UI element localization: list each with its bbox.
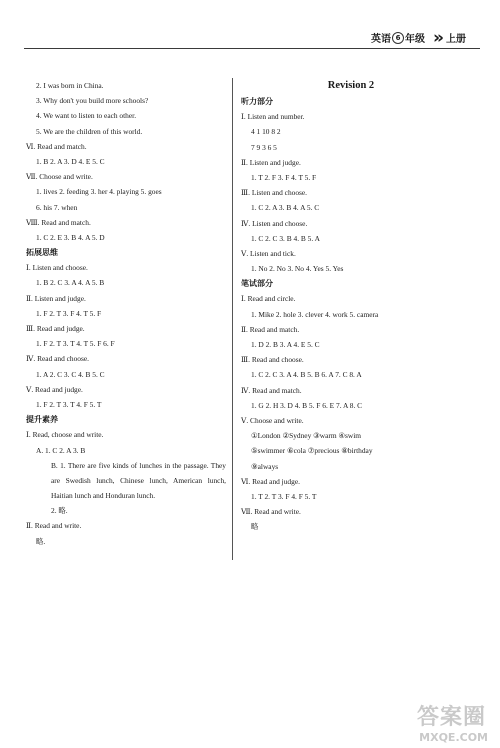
right-answer-list: [241, 94, 461, 534]
answer-column-left: [26, 78, 226, 549]
answer-line: 1. C 2. E 3. B 4. A 5. D: [36, 232, 105, 242]
answer-line: 2. I was born in China.: [36, 81, 104, 90]
watermark-url: MXQE.COM: [419, 731, 488, 744]
answer-line: 1. T 2. F 3. F 4. T 5. F: [251, 172, 317, 182]
section-heading: 笔试部分: [241, 279, 273, 289]
answer-line: A. 1. C 2. A 3. B: [36, 445, 86, 455]
question-heading: Ⅳ. Read and match.: [241, 385, 302, 395]
question-heading: Ⅲ. Read and judge.: [26, 324, 85, 333]
question-heading: Ⅴ. Choose and write.: [241, 415, 304, 425]
watermark-logo: 答案圈: [416, 705, 486, 730]
question-heading: Ⅴ. Listen and tick.: [241, 248, 296, 258]
answer-line: 略: [251, 522, 259, 532]
question-heading: Ⅲ. Listen and choose.: [241, 188, 308, 198]
answer-line: 1. C 2. C 3. A 4. B 5. B 6. A 7. C 8. A: [251, 370, 362, 380]
answer-line: ⑨always: [251, 461, 279, 471]
answer-line: 1. A 2. C 3. C 4. B 5. C: [36, 369, 105, 379]
answer-line: 4 1 10 8 2: [251, 127, 281, 137]
answer-line: 1. T 2. T 3. F 4. F 5. T: [251, 491, 317, 501]
question-heading: Ⅵ. Read and match.: [26, 141, 87, 151]
answer-line: ⑤swimmer ⑥cola ⑦precious ⑧birthday: [251, 446, 373, 456]
answer-line: 1. G 2. H 3. D 4. B 5. F 6. E 7. A 8. C: [251, 400, 363, 410]
question-heading: Ⅱ. Read and match.: [241, 324, 300, 334]
question-heading: Ⅰ. Read, choose and write.: [26, 430, 104, 440]
answer-line: 3. Why don't you build more schools?: [36, 96, 149, 106]
answer-line: 1. B 2. C 3. A 4. A 5. B: [36, 278, 105, 288]
answer-line: 1. lives 2. feeding 3. her 4. playing 5. goes: [36, 187, 162, 197]
answer-line: 1. B 2. A 3. D 4. E 5. C: [36, 156, 105, 166]
section-heading: 听力部分: [241, 97, 273, 106]
question-heading: Ⅰ. Listen and number.: [241, 112, 305, 122]
page-header: [24, 28, 480, 49]
question-heading: Ⅳ. Listen and choose.: [241, 218, 308, 228]
grade-number-badge: 6: [392, 32, 404, 44]
question-heading: Ⅳ. Read and choose.: [26, 354, 90, 364]
subject-label: 英语: [371, 34, 392, 45]
section-heading: 提升素养: [26, 415, 58, 425]
answer-line: 1. C 2. A 3. B 4. A 5. C: [251, 203, 320, 213]
answer-line: 1. No 2. No 3. No 4. Yes 5. Yes: [251, 264, 344, 274]
answer-line: ①London ②Sydney ③warm ④swim: [251, 431, 362, 441]
question-heading: Ⅷ. Read and match.: [26, 217, 91, 227]
answer-line: 7 9 3 6 5: [251, 142, 277, 152]
question-heading: Ⅰ. Listen and choose.: [26, 263, 88, 273]
question-heading: Ⅶ. Choose and write.: [26, 172, 93, 182]
question-heading: Ⅱ. Listen and judge.: [241, 157, 301, 167]
answer-line: 2. 略.: [51, 506, 68, 516]
question-heading: Ⅶ. Read and write.: [241, 507, 301, 517]
question-heading: Ⅱ. Listen and judge.: [26, 293, 86, 303]
section-heading: 拓展思维: [26, 248, 58, 258]
column-divider: [232, 78, 233, 560]
answer-line: 1. C 2. C 3. B 4. B 5. A: [251, 233, 320, 243]
grade-label: 年级: [405, 34, 426, 45]
answer-line: 4. We want to listen to each other.: [36, 111, 137, 121]
answer-line: 1. Mike 2. hole 3. clever 4. work 5. camera: [251, 309, 379, 319]
section-title: Revision 2: [327, 80, 375, 91]
passage-answer: B. 1. There are five kinds of lunches in the passage. They are Swedish lunch, Chinese lunch, American lunch, Haitian lunch and Honduran lunch.: [51, 460, 226, 501]
answer-line: 略.: [36, 536, 46, 546]
volume-label: 上册: [446, 34, 466, 45]
left-answer-tail: [26, 503, 226, 549]
answer-column-right: [241, 78, 461, 534]
answer-line: 6. his 7. when: [36, 202, 78, 212]
answer-line: 1. F 2. T 3. T 4. T 5. F 6. F: [36, 339, 115, 349]
question-heading: Ⅴ. Read and judge.: [26, 384, 83, 394]
left-answer-list: [26, 78, 226, 458]
question-heading: Ⅱ. Read and write.: [26, 521, 82, 531]
question-heading: Ⅲ. Read and choose.: [241, 355, 304, 365]
answer-line: 1. F 2. T 3. F 4. T 5. F: [36, 308, 102, 318]
answer-line: 1. F 2. T 3. T 4. F 5. T: [36, 399, 102, 409]
site-watermark: [392, 700, 492, 744]
question-heading: Ⅰ. Read and circle.: [241, 294, 296, 304]
double-chevron-icon: »: [433, 27, 438, 48]
header-title: [371, 27, 466, 48]
question-heading: Ⅵ. Read and judge.: [241, 476, 300, 486]
answer-line: 5. We are the children of this world.: [36, 126, 143, 136]
answer-line: 1. D 2. B 3. A 4. E 5. C: [251, 340, 320, 349]
